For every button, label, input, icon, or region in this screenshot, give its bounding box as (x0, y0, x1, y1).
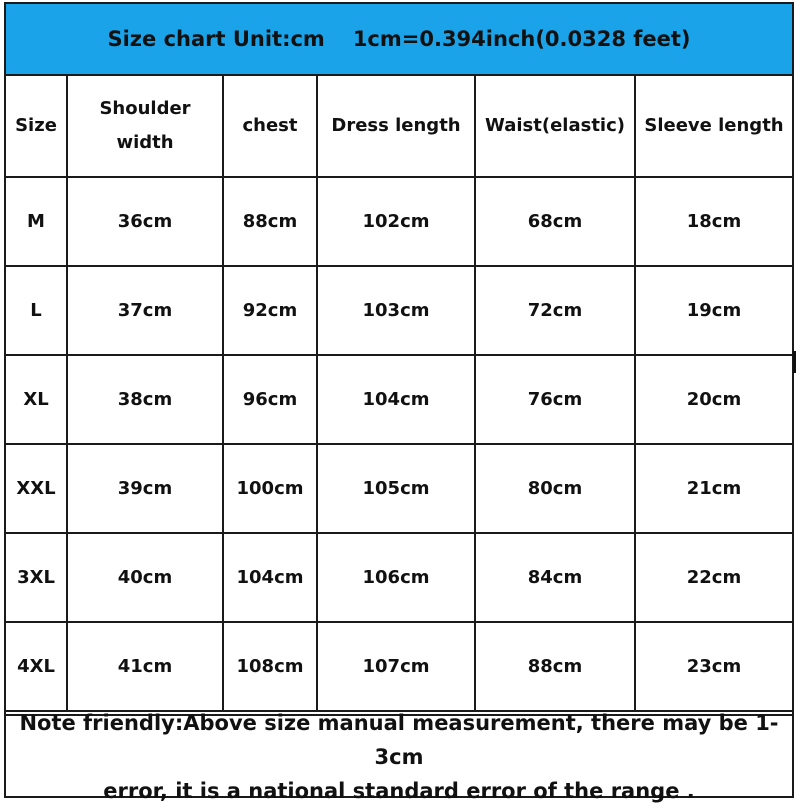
header-shoulder-width: Shoulder width (67, 76, 223, 177)
header-dress-length: Dress length (317, 76, 475, 177)
shoulder-cell: 40cm (67, 533, 223, 622)
measurement-note (6, 711, 792, 803)
sleeve-cell: 19cm (635, 266, 792, 355)
shoulder-cell: 37cm (67, 266, 223, 355)
table-row (6, 355, 792, 444)
size-cell: M (6, 177, 67, 266)
shoulder-cell: 39cm (67, 444, 223, 533)
size-cell: L (6, 266, 67, 355)
dress-length-cell: 104cm (317, 355, 475, 444)
note-line-2: error, it is a national standard error of the range . (103, 779, 695, 803)
chest-cell: 92cm (223, 266, 317, 355)
size-cell: 4XL (6, 622, 67, 711)
note-line-1: Note friendly:Above size manual measurement, there may be 1-3cm (19, 711, 779, 769)
dress-length-cell: 105cm (317, 444, 475, 533)
sleeve-cell: 21cm (635, 444, 792, 533)
edge-mark (793, 351, 796, 373)
waist-cell: 76cm (475, 355, 635, 444)
title-text: Size chart Unit:cm (107, 27, 325, 51)
header-waist: Waist(elastic) (475, 76, 635, 177)
shoulder-cell: 38cm (67, 355, 223, 444)
size-cell: XL (6, 355, 67, 444)
dress-length-cell: 107cm (317, 622, 475, 711)
title-bar (6, 4, 792, 76)
waist-cell: 88cm (475, 622, 635, 711)
table-row (6, 444, 792, 533)
size-cell: 3XL (6, 533, 67, 622)
chest-cell: 108cm (223, 622, 317, 711)
chest-cell: 88cm (223, 177, 317, 266)
dress-length-cell: 106cm (317, 533, 475, 622)
table-header-row (6, 76, 792, 177)
waist-cell: 72cm (475, 266, 635, 355)
waist-cell: 80cm (475, 444, 635, 533)
unit-conversion-text: 1cm=0.394inch(0.0328 feet) (352, 27, 691, 51)
table-row (6, 622, 792, 711)
table-row (6, 266, 792, 355)
size-cell: XXL (6, 444, 67, 533)
chest-cell: 104cm (223, 533, 317, 622)
sleeve-cell: 18cm (635, 177, 792, 266)
shoulder-cell: 36cm (67, 177, 223, 266)
header-sleeve-length: Sleeve length (635, 76, 792, 177)
table-row (6, 533, 792, 622)
header-size: Size (6, 76, 67, 177)
shoulder-cell: 41cm (67, 622, 223, 711)
waist-cell: 84cm (475, 533, 635, 622)
sleeve-cell: 23cm (635, 622, 792, 711)
dress-length-cell: 102cm (317, 177, 475, 266)
dress-length-cell: 103cm (317, 266, 475, 355)
waist-cell: 68cm (475, 177, 635, 266)
chest-cell: 96cm (223, 355, 317, 444)
size-table (6, 76, 792, 712)
sleeve-cell: 22cm (635, 533, 792, 622)
header-chest: chest (223, 76, 317, 177)
sleeve-cell: 20cm (635, 355, 792, 444)
table-row (6, 177, 792, 266)
size-chart (4, 2, 794, 803)
chest-cell: 100cm (223, 444, 317, 533)
